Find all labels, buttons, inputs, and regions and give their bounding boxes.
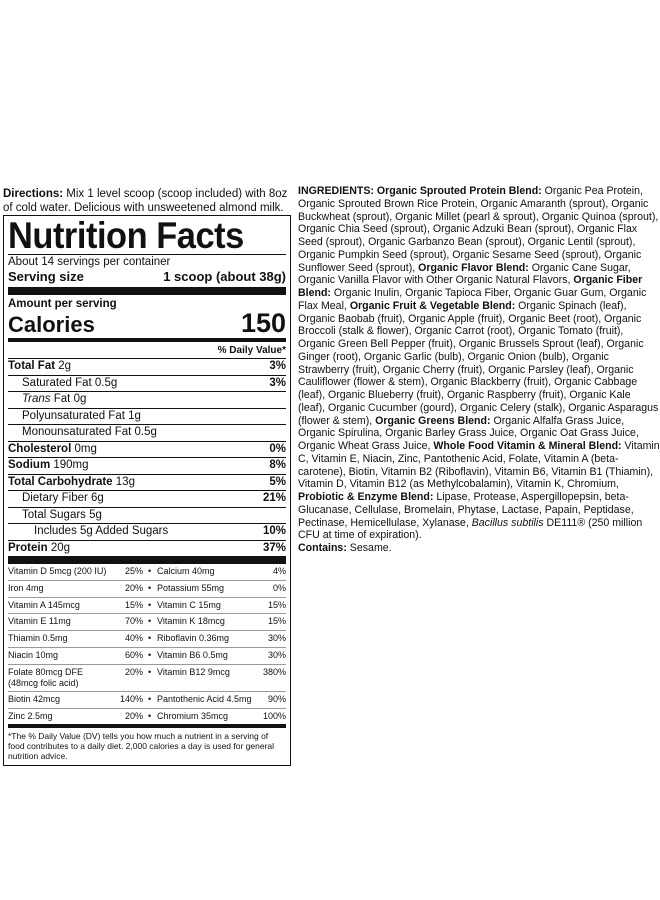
vitamin-dv: 20% bbox=[124, 582, 143, 593]
vitamin-name: • Vitamin B6 0.5mg bbox=[157, 649, 228, 660]
ingredient-blend-text: Lipase, Protease, Aspergillopepsin, beta-Glucanase, Cellulase, Bromelain, Phytase, Lactase, Papain, Peptidase, Pectinase, Hemicellulase, Xylanase, bbox=[298, 491, 634, 529]
vitamin-dv: 70% bbox=[124, 616, 143, 627]
ingredient-blend-text: Organic Spinach (leaf), Organic Baobab (fruit), Organic Apple (fruit), Organic Beet (root), Organic Broccoli (stalk & flower), Organic Carrot (root), Organic Tomato (fruit), Organic Green Bell Pepper (fruit), Organic Brussels Sprout (leaf), Organic Ginger (root), Organic Garlic (bulb), Organic Onion (bulb), Organic Strawberry (fruit), Organic Cherry (fruit), Organic Parsley (leaf), Organic Cauliflower (flower & stem), Organic Blackberry (fruit), Organic Cabbage (leaf), Organic Blueberry (fruit), Organic Raspberry (fruit), Organic Kale (leaf), Organic Cucumber (gourd), Organic Celery (stalk), Organic Asparagus (flower & stem), bbox=[298, 299, 659, 427]
protein-row bbox=[8, 540, 286, 557]
vitamin-name: • Potassium 55mg bbox=[157, 582, 225, 593]
dietary-fiber-amount: 6g bbox=[91, 492, 104, 504]
calories-row bbox=[8, 310, 286, 336]
monounsaturated-fat-amount: 0.5g bbox=[134, 426, 157, 438]
sodium-row bbox=[8, 457, 286, 474]
ingredient-species: Bacillus subtilis bbox=[471, 516, 544, 529]
saturated-fat-row bbox=[8, 375, 286, 392]
polyunsaturated-fat-label: Polyunsaturated Fat bbox=[22, 409, 125, 422]
trans-fat-label: Trans bbox=[22, 393, 51, 405]
polyunsaturated-fat-row bbox=[8, 408, 286, 425]
added-sugars-dv: 10% bbox=[262, 525, 286, 537]
vitamin-dv: 100% bbox=[262, 710, 286, 721]
vitamin-name: Folate 80mcg DFE (48mcg folic acid) bbox=[8, 666, 84, 688]
serving-size-label: Serving size bbox=[8, 269, 84, 284]
total-carbohydrate-dv: 5% bbox=[269, 475, 286, 488]
total-sugars-label: Total Sugars bbox=[22, 508, 86, 521]
sodium-dv: 8% bbox=[269, 459, 286, 471]
monounsaturated-fat-label: Monounsaturated Fat bbox=[22, 426, 132, 438]
vitamin-dv: 140% bbox=[119, 693, 143, 704]
vitamin-row bbox=[8, 692, 286, 709]
vitamin-dv: 90% bbox=[267, 693, 286, 704]
servings-per-container: About 14 servings per container bbox=[8, 254, 286, 269]
ingredient-blend-title: Probiotic & Enzyme Blend: bbox=[298, 491, 434, 503]
ingredient-blend-title: Organic Flavor Blend: bbox=[418, 261, 529, 274]
vitamin-row bbox=[8, 648, 286, 665]
vitamin-name: • Vitamin B12 9mcg bbox=[157, 666, 230, 677]
vitamin-name: • Chromium 35mcg bbox=[157, 710, 229, 721]
vitamin-dv: 30% bbox=[267, 633, 286, 644]
contains-line bbox=[298, 542, 660, 555]
total-carbohydrate-amount: 13g bbox=[115, 475, 135, 488]
polyunsaturated-fat-amount: 1g bbox=[128, 409, 141, 422]
vitamin-dv: 0% bbox=[272, 582, 286, 593]
vitamin-row bbox=[8, 631, 286, 648]
trans-fat-label2: Fat bbox=[53, 393, 71, 405]
dietary-fiber-label: Dietary Fiber bbox=[22, 492, 88, 504]
saturated-fat-label: Saturated Fat bbox=[22, 376, 92, 389]
dietary-fiber-row bbox=[8, 490, 286, 507]
vitamin-dv: 25% bbox=[124, 566, 143, 576]
saturated-fat-amount: 0.5g bbox=[94, 376, 118, 389]
vitamin-name: Niacin 10mg bbox=[8, 649, 59, 660]
ingredient-blend-title: Organic Sprouted Protein Blend: bbox=[376, 185, 542, 197]
total-carbohydrate-label: Total Carbohydrate bbox=[8, 475, 113, 488]
vitamin-dv: 30% bbox=[267, 649, 286, 660]
vitamin-row bbox=[8, 598, 286, 615]
daily-value-header: % Daily Value* bbox=[217, 345, 286, 356]
vitamin-dv: 15% bbox=[267, 616, 286, 627]
vitamin-row bbox=[8, 564, 286, 581]
trans-fat-amount: 0g bbox=[73, 393, 87, 405]
ingredient-blend-text: DE111® (250 million CFU at time of expiration). bbox=[298, 516, 643, 542]
ingredients-list bbox=[298, 185, 660, 555]
calories-label: Calories bbox=[8, 312, 95, 337]
total-fat-dv: 3% bbox=[269, 360, 286, 372]
vitamin-name: Biotin 42mcg bbox=[8, 693, 61, 704]
directions-label: Directions: bbox=[3, 188, 64, 200]
vitamin-dv: 380% bbox=[262, 666, 286, 677]
divider-thick bbox=[8, 287, 286, 295]
nutrition-facts-panel bbox=[3, 215, 291, 766]
contains-label: Contains: bbox=[298, 542, 347, 554]
total-carbohydrate-row bbox=[8, 474, 286, 491]
vitamin-name: Vitamin E 11mg bbox=[8, 616, 71, 627]
monounsaturated-fat-row bbox=[8, 424, 286, 441]
total-sugars-row bbox=[8, 507, 286, 524]
contains-text: Sesame. bbox=[346, 542, 392, 554]
cholesterol-dv: 0% bbox=[269, 442, 286, 455]
ingredient-blend-text: Vitamin C, Vitamin E, Niacin, Zinc, Pantothenic Acid, Folate, Vitamin A (beta-carotene), Biotin, Vitamin B2 (Riboflavin), Vitamin B6, Vitamin B1 (Thiamin), Vitamin D, Vitamin B12 (as Methylcobalamin), Vitamin K, Chromium, bbox=[298, 440, 660, 491]
ingredient-blend-title: Whole Food Vitamin & Mineral Blend: bbox=[433, 440, 622, 452]
vitamin-name: • Vitamin C 15mg bbox=[157, 599, 221, 610]
protein-amount: 20g bbox=[50, 541, 71, 554]
calories-value: 150 bbox=[240, 308, 286, 338]
vitamin-name: • Riboflavin 0.36mg bbox=[157, 633, 230, 644]
vitamin-name: • Vitamin K 18mcg bbox=[157, 616, 225, 627]
directions-text: Mix 1 level scoop (scoop included) with 8oz of cold water. Delicious with unsweetened almond milk. bbox=[3, 188, 288, 214]
vitamin-dv: 20% bbox=[124, 710, 143, 721]
nutrition-facts-title: Nutrition Facts bbox=[8, 215, 244, 256]
ingredient-blend-text: Organic Pea Protein, Organic Sprouted Brown Rice Protein, Organic Amaranth (sprout), Organic Buckwheat (sprout), Organic Millet (pearl & sprout), Organic Quinoa (sprout), Organic Chia Seed (sprout), Organic Adzuki Bean (sprout), Organic Flax Seed (sprout), Organic Garbanzo Bean (sprout), Organic Lentil (sprout), Organic Pumpkin Seed (sprout), Organic Sesame Seed (sprout), Organic Sunflower Seed (sprout), bbox=[298, 185, 659, 274]
protein-label: Protein bbox=[8, 541, 48, 554]
directions bbox=[3, 187, 289, 215]
ingredient-blend-title: Organic Fruit & Vegetable Blend: bbox=[349, 299, 516, 312]
saturated-fat-dv: 3% bbox=[269, 376, 286, 389]
divider-medium bbox=[8, 338, 286, 342]
sodium-label: Sodium bbox=[8, 459, 51, 471]
total-fat-amount: 2g bbox=[58, 360, 72, 372]
ingredient-blend-title: Organic Fiber Blend: bbox=[298, 274, 643, 299]
vitamin-name: Vitamin D 5mcg (200 IU) bbox=[8, 566, 107, 576]
serving-size-value: 1 scoop (about 38g) bbox=[163, 269, 286, 284]
vitamin-dv: 15% bbox=[124, 599, 143, 610]
divider-thick-2 bbox=[8, 556, 286, 564]
dietary-fiber-dv: 21% bbox=[262, 492, 286, 504]
protein-dv: 37% bbox=[262, 541, 286, 554]
total-sugars-amount: 5g bbox=[89, 508, 102, 521]
vitamin-dv: 15% bbox=[267, 599, 286, 610]
amount-per-serving: Amount per serving bbox=[8, 298, 117, 310]
vitamin-name: Thiamin 0.5mg bbox=[8, 633, 68, 644]
vitamin-row bbox=[8, 665, 286, 692]
vitamin-dv: 40% bbox=[124, 633, 143, 644]
ingredient-blend-text: Organic Alfalfa Grass Juice, Organic Spirulina, Organic Barley Grass Juice, Organic Oat Grass Juice, Organic Wheat Grass Juice, bbox=[298, 414, 639, 452]
sodium-amount: 190mg bbox=[53, 459, 89, 471]
vitamin-dv: 60% bbox=[124, 649, 143, 660]
trans-fat-row bbox=[8, 391, 286, 408]
vitamin-name: Zinc 2.5mg bbox=[8, 710, 53, 721]
ingredient-blend-title: Organic Greens Blend: bbox=[375, 414, 491, 427]
cholesterol-amount: 0mg bbox=[74, 442, 97, 455]
vitamins-grid bbox=[8, 564, 286, 724]
ingredients-label: INGREDIENTS: bbox=[298, 185, 374, 197]
serving-size-row bbox=[8, 269, 286, 285]
total-fat-row bbox=[8, 358, 286, 375]
vitamin-dv: 20% bbox=[124, 666, 143, 677]
ingredient-blend-text: Organic Inulin, Organic Tapioca Fiber, Organic Guar Gum, Organic Flax Meal, bbox=[298, 287, 647, 312]
vitamin-name: Vitamin A 145mcg bbox=[8, 599, 80, 610]
total-fat-label: Total Fat bbox=[8, 360, 56, 372]
vitamin-dv: 4% bbox=[272, 566, 286, 576]
ingredient-blend-text: Organic Cane Sugar, Organic Vanilla Flavor with Other Organic Natural Flavors, bbox=[298, 261, 631, 287]
vitamin-name: • Calcium 40mg bbox=[157, 566, 215, 576]
cholesterol-label: Cholesterol bbox=[8, 442, 72, 455]
daily-value-footnote: *The % Daily Value (DV) tells you how much a nutrient in a serving of food contributes to a daily diet. 2,000 calories a day is used for general nutrition advice. bbox=[8, 724, 286, 761]
vitamin-name: Iron 4mg bbox=[8, 582, 44, 593]
vitamin-name: • Pantothenic Acid 4.5mg bbox=[157, 693, 252, 704]
added-sugars-label: Includes 5g Added Sugars bbox=[34, 525, 169, 537]
vitamin-row bbox=[8, 709, 286, 725]
cholesterol-row bbox=[8, 441, 286, 458]
vitamin-row bbox=[8, 581, 286, 598]
added-sugars-row bbox=[8, 523, 286, 540]
vitamin-row bbox=[8, 614, 286, 631]
